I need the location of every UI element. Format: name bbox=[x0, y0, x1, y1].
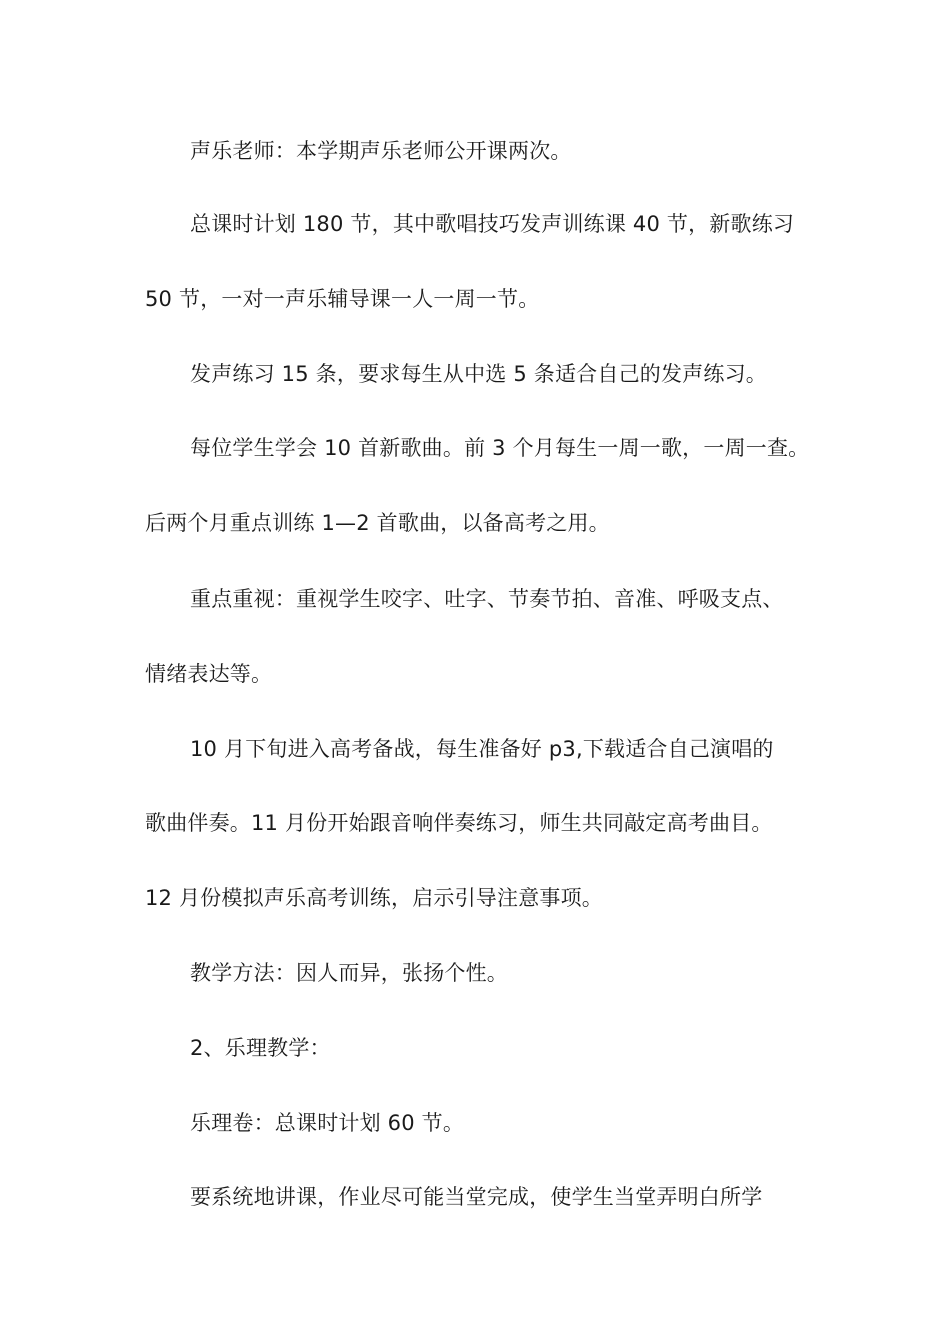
text-line: 50 节，一对一声乐辅导课一人一周一节。 bbox=[145, 287, 540, 311]
text-line: 歌曲伴奏。11 月份开始跟音响伴奏练习，师生共同敲定高考曲目。 bbox=[145, 811, 773, 835]
text-line: 教学方法：因人而异，张扬个性。 bbox=[190, 961, 508, 985]
text-line: 每位学生学会 10 首新歌曲。前 3 个月每生一周一歌，一周一查。 bbox=[190, 436, 810, 460]
text-line: 声乐老师：本学期声乐老师公开课两次。 bbox=[190, 139, 572, 163]
text-line: 情绪表达等。 bbox=[145, 662, 273, 686]
text-line: 要系统地讲课，作业尽可能当堂完成，使学生当堂弄明白所学 bbox=[190, 1185, 763, 1209]
text-line: 12 月份模拟声乐高考训练，启示引导注意事项。 bbox=[145, 886, 603, 910]
text-line: 2、乐理教学： bbox=[190, 1036, 331, 1060]
text-line: 重点重视：重视学生咬字、吐字、节奏节拍、音准、呼吸支点、 bbox=[190, 587, 784, 611]
text-line: 总课时计划 180 节，其中歌唱技巧发声训练课 40 节，新歌练习 bbox=[190, 212, 795, 236]
text-line: 发声练习 15 条，要求每生从中选 5 条适合自己的发声练习。 bbox=[190, 362, 767, 386]
text-line: 乐理卷：总课时计划 60 节。 bbox=[190, 1111, 465, 1135]
text-line: 10 月下旬进入高考备战，每生准备好 p3,下载适合自己演唱的 bbox=[190, 737, 774, 761]
text-line: 后两个月重点训练 1—2 首歌曲，以备高考之用。 bbox=[145, 511, 610, 535]
